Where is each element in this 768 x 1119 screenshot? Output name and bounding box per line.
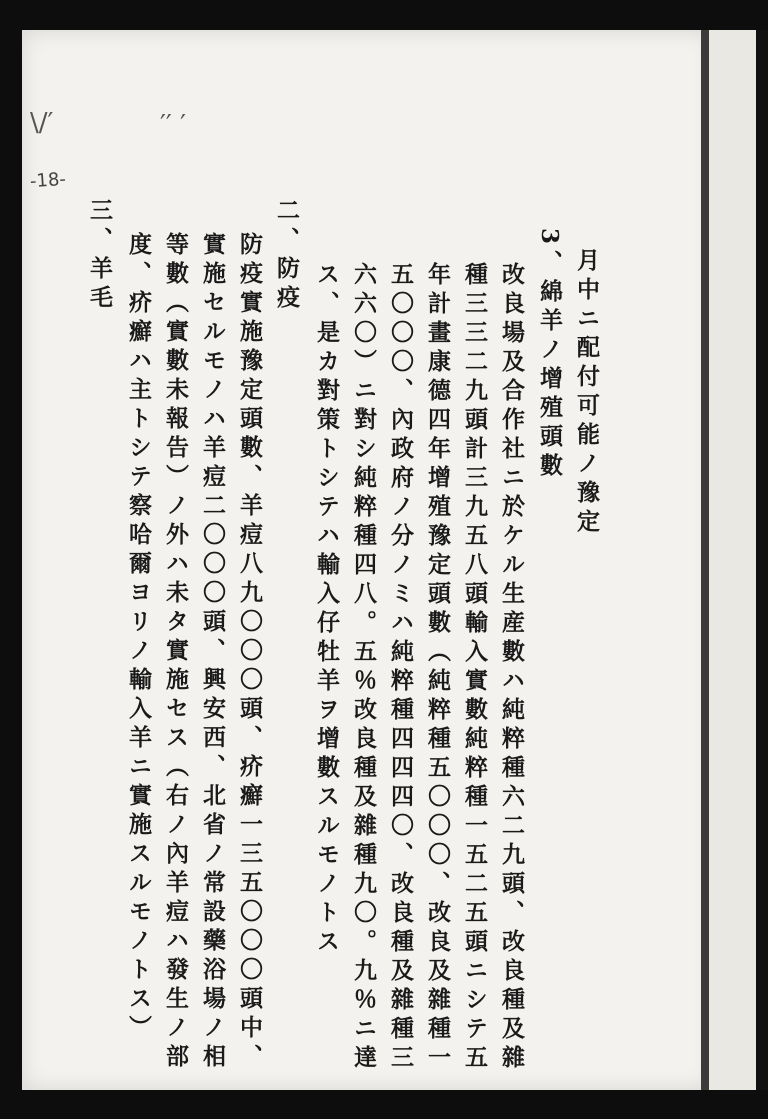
text-line: 等數（實數未報告）ノ外ハ未タ實施セス（右ノ內羊痘ハ發生ノ部 bbox=[162, 232, 189, 1073]
text-line: 五〇〇〇、內政府ノ分ノミハ純粹種四四四〇、改良種及雜種三 bbox=[387, 262, 414, 1074]
text-line: 改良場及合作社ニ於ケル生産數ハ純粹種六二九頭、改良種及雜 bbox=[498, 262, 525, 1074]
text-line: 種三三二九頭計三九五八頭輸入實數純粹種一五二五頭ニシテ五 bbox=[461, 262, 488, 1074]
scan-border bbox=[756, 30, 768, 1090]
text-line: 度、疥癬ハ主トシテ察哈爾ヨリノ輸入羊ニ實施スルモノトス） bbox=[125, 232, 152, 1044]
page-edge-strip bbox=[701, 30, 756, 1090]
text-line: ス、是カ對策トシテハ輸入仔牡羊ヲ增數スルモノトス bbox=[313, 262, 340, 958]
text-line: 月中ニ配付可能ノ豫定 bbox=[573, 248, 600, 538]
section-heading: 二、防疫 bbox=[273, 198, 300, 314]
text-line: 六六〇）ニ對シ純粹種四八。五％改良種及雜種九〇。九％ニ達 bbox=[350, 262, 377, 1074]
section-heading: 三、羊毛 bbox=[86, 198, 113, 314]
text-line: 防疫實施豫定頭數、羊痘八九〇〇〇頭、疥癬一三五〇〇〇頭中、 bbox=[236, 232, 263, 1073]
pencil-mark: ′′ ′ bbox=[160, 110, 186, 140]
text-line: 年計畫康德四年增殖豫定頭數（純粹種五〇〇〇、改良及雜種一 bbox=[424, 262, 451, 1074]
pencil-mark: \/′ bbox=[30, 108, 54, 138]
section-heading: 3、綿羊ノ增殖頭數 bbox=[536, 228, 563, 483]
page-number: -18- bbox=[29, 168, 67, 193]
text-line: 實施セルモノハ羊痘二〇〇〇頭、興安西、北省ノ常設藥浴場ノ相 bbox=[199, 232, 226, 1073]
